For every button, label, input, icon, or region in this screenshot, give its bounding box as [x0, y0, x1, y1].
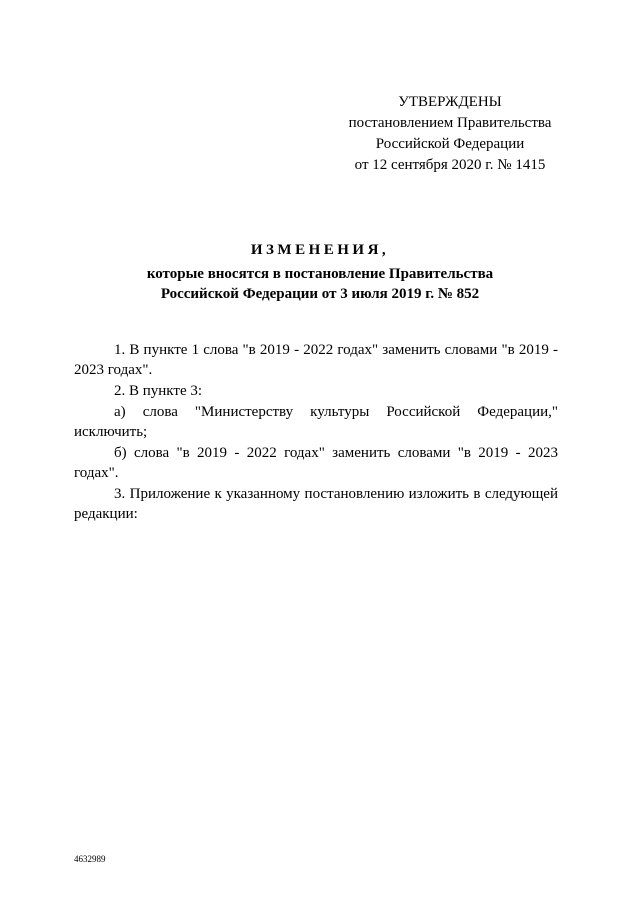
paragraph-2b: б) слова "в 2019 - 2022 годах" заменить словами "в 2019 - 2023 годах". [74, 445, 558, 481]
subtitle-line-2: Российской Федерации от 3 июля 2019 г. № 852 [160, 286, 480, 302]
document-subtitle [100, 264, 540, 304]
paragraph-2a: а) слова "Министерству культуры Российской Федерации," исключить; [74, 404, 558, 440]
approval-block [330, 92, 570, 176]
paragraph-3: 3. Приложение к указанному постановлению изложить в следующей редакции: [74, 486, 558, 522]
document-body [74, 340, 558, 525]
paragraph-2: 2. В пункте 3: [114, 383, 203, 399]
approval-line-government: Российской Федерации [375, 136, 525, 152]
paragraph-1: 1. В пункте 1 слова "в 2019 - 2022 годах" заменить словами "в 2019 - 2023 годах". [74, 342, 558, 378]
approval-line-decree: постановлением Правительства [348, 115, 552, 131]
subtitle-line-1: которые вносятся в постановление Правительства [146, 266, 494, 282]
document-title: ИЗМЕНЕНИЯ, [250, 242, 390, 258]
document-id: 4632989 [74, 854, 106, 864]
approval-line-date-number: от 12 сентября 2020 г. № 1415 [354, 157, 546, 173]
approval-heading: УТВЕРЖДЕНЫ [398, 94, 502, 110]
